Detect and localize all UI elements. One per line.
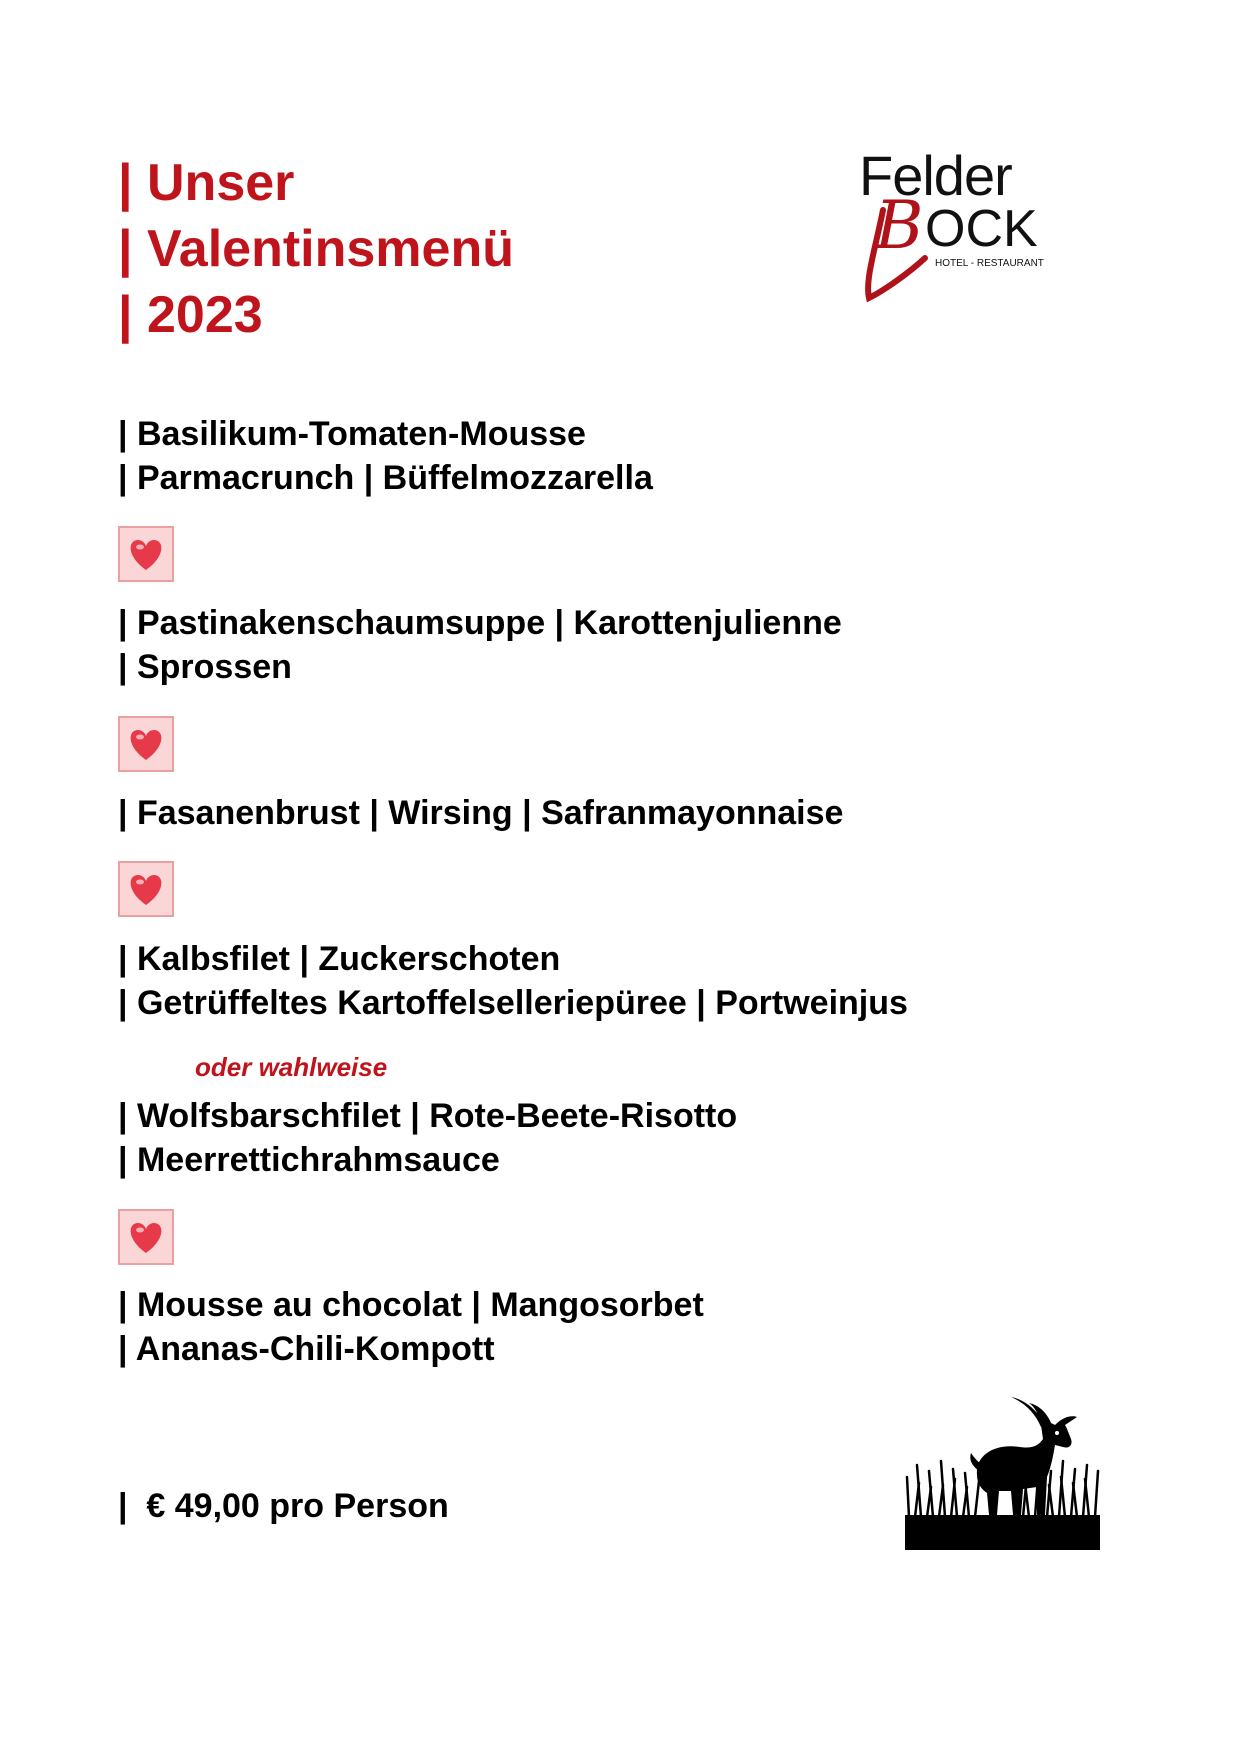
course-soup: [118, 601, 842, 689]
course-line: | Kalbsfilet | Zuckerschoten: [118, 940, 561, 978]
course-line: | Fasanenbrust | Wirsing | Safranmayonnaise: [118, 794, 844, 832]
menu-title: [118, 150, 514, 348]
course-intermediate: [118, 791, 843, 835]
logo-brand-bottom-rest: OCK: [925, 200, 1038, 258]
heart-icon: [118, 716, 174, 772]
logo-tagline: HOTEL - RESTAURANT: [935, 258, 1044, 269]
logo-brand-bottom: B: [875, 187, 924, 264]
course-line: | Getrüffeltes Kartoffelselleriepüree | Portweinjus: [118, 984, 908, 1022]
heart-icon: [118, 526, 174, 582]
title-line-3: | 2023: [118, 286, 263, 344]
title-line-1: | Unser: [118, 154, 295, 212]
course-starter: [118, 412, 653, 500]
course-main: [118, 937, 908, 1025]
course-line: | Sprossen: [118, 648, 292, 686]
course-line: | Mousse au chocolat | Mangosorbet: [118, 1286, 704, 1324]
alternative-label: oder wahlweise: [195, 1052, 388, 1082]
felder-bock-logo: [855, 140, 1085, 310]
title-line-2: | Valentinsmenü: [118, 220, 514, 278]
heart-icon: [118, 861, 174, 917]
course-line: | Basilikum-Tomaten-Mousse: [118, 415, 586, 453]
course-dessert: [118, 1283, 704, 1371]
course-line: | Parmacrunch | Büffelmozzarella: [118, 459, 653, 497]
heart-icon: [118, 1209, 174, 1265]
goat-silhouette-icon: [905, 1395, 1100, 1550]
course-line: | Ananas-Chili-Kompott: [118, 1330, 495, 1368]
logo-brand-top: Felder: [859, 144, 1012, 207]
price: | € 49,00 pro Person: [118, 1487, 449, 1525]
course-main-alternative: [118, 1094, 737, 1182]
course-line: | Wolfsbarschfilet | Rote-Beete-Risotto: [118, 1097, 738, 1135]
course-line: | Meerrettichrahmsauce: [118, 1141, 500, 1179]
course-line: | Pastinakenschaumsuppe | Karottenjulienne: [118, 604, 842, 642]
